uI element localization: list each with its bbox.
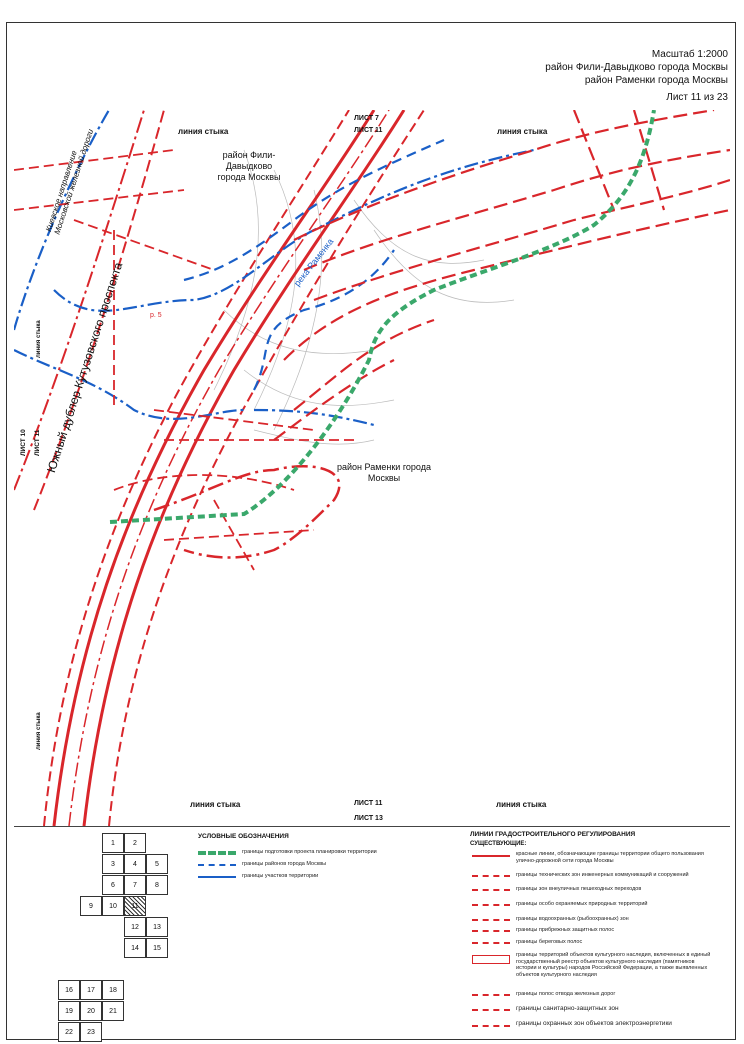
legend-item: границы охранных зон объектов электроэнергетики	[516, 1020, 672, 1027]
map-area	[14, 110, 730, 826]
legend-item: границы прибрежных защитных полос	[516, 927, 615, 933]
district-fili-label: район Фили-Давыдково города Москвы	[217, 150, 281, 182]
sheet-cell: 5	[146, 854, 168, 874]
district-label-1: район Фили-Давыдково города Москвы	[545, 62, 728, 73]
legend-item: границы технических зон инженерных коммуникаций и сооружений	[516, 872, 689, 878]
sheet-cell-active: 11	[124, 896, 146, 916]
legend-swatch-red	[472, 855, 510, 864]
sheet-cell: 13	[146, 917, 168, 937]
sheet-number: Лист 11 из 23	[666, 92, 728, 103]
sheet-cell: 10	[102, 896, 124, 916]
legend-swatch-blue-solid	[198, 876, 236, 885]
sheet-cell: 6	[102, 875, 124, 895]
district-label-2: район Раменки города Москвы	[584, 75, 728, 86]
sheet-cell: 4	[124, 854, 146, 874]
legend-swatch-red-dashed	[472, 1025, 510, 1034]
legend-swatch-red-dashed	[472, 919, 510, 928]
legend-item: красные линии, обозначающие границы территории общего пользования улично-дорожной сети города Москвы	[516, 851, 704, 864]
legend-item: границы особо охраняемых природных территорий	[516, 901, 648, 907]
sheet-11-label: ЛИСТ 11	[354, 800, 383, 807]
join-line-label: линия стыка	[190, 800, 241, 809]
sheet-cell: 22	[58, 1022, 80, 1042]
sheet-cell: 14	[124, 938, 146, 958]
sheet-cell: 23	[80, 1022, 102, 1042]
sheet-11-label: ЛИСТ 11	[34, 429, 41, 456]
river-label: река Раменка	[292, 236, 336, 289]
sheet-cell: 8	[146, 875, 168, 895]
sheet-cell: 18	[102, 980, 124, 1000]
scale-label: Масштаб 1:2000	[651, 49, 728, 60]
sheet-cell: 19	[58, 1001, 80, 1021]
legend-item: границы участков территории	[242, 873, 319, 879]
legend-item: границы водоохранных (рыбоохранных) зон	[516, 916, 629, 922]
sheet-cell: 21	[102, 1001, 124, 1021]
join-line-label: линия стыка	[178, 127, 229, 136]
legend-item: границы районов города Москвы	[242, 861, 327, 867]
legend-swatch-red-dashed	[472, 1009, 510, 1018]
sheet-cell: 2	[124, 833, 146, 853]
planning-boundary	[110, 110, 654, 522]
join-line-label: линия стыка	[497, 127, 548, 136]
sheet-cell: 3	[102, 854, 124, 874]
legend-item: границы подготовки проекта планировки территории	[242, 849, 377, 855]
legend-panel	[14, 826, 730, 1039]
legend-swatch-red-dashed	[472, 889, 510, 898]
sheet-cell: 7	[124, 875, 146, 895]
sheet-cell: 20	[80, 1001, 102, 1021]
r5-label: р. 5	[150, 312, 162, 319]
sheet-13-label: ЛИСТ 13	[354, 815, 383, 822]
topo-contours	[214, 150, 514, 444]
railway-label: Киевское направление Московской железной дороги	[44, 127, 96, 236]
sheet-cell: 9	[80, 896, 102, 916]
legend-swatch-green	[198, 851, 236, 862]
sheet-cell: 16	[58, 980, 80, 1000]
legend-swatch-blue	[198, 864, 236, 873]
legend-swatch-red-box	[472, 955, 510, 964]
kutuzov-label: Южный дублер Кутузовского проспекта	[44, 260, 126, 475]
district-ramenki-label: район Раменки города Москвы	[336, 462, 431, 483]
legend-swatch-red-dashed	[472, 942, 510, 951]
sheet-10-label: ЛИСТ 10	[20, 429, 27, 456]
legend-swatch-red-dashed	[472, 875, 510, 884]
sheet-7-label: ЛИСТ 7	[354, 115, 379, 122]
legend-item: границы зон внеуличных пешеходных переходов	[516, 886, 642, 892]
legend-item: границы береговых полос	[516, 939, 583, 945]
sheet-11-label: ЛИСТ 11	[354, 127, 383, 134]
legend-existing: СУЩЕСТВУЮЩИЕ:	[470, 841, 527, 847]
sheet-cell: 12	[124, 917, 146, 937]
join-line-label: линия стыка	[36, 712, 42, 750]
title-block	[545, 48, 728, 87]
legend-swatch-red-dashed	[472, 930, 510, 939]
legend-swatch-red-dashed	[472, 904, 510, 913]
sheet-cell: 15	[146, 938, 168, 958]
legend-item: границы санитарно-защитных зон	[516, 1005, 619, 1012]
legend-title: УСЛОВНЫЕ ОБОЗНАЧЕНИЯ	[198, 833, 289, 840]
legend-item: границы полос отвода железных дорог	[516, 991, 616, 997]
legend-swatch-red-dashed	[472, 994, 510, 1003]
join-line-label: линия стыка	[496, 800, 547, 809]
sheet-cell: 1	[102, 833, 124, 853]
legend-item: границы территорий объектов культурного наследия, включенных в единый государственный реестр объектов культурного наследия (памятников истории и культуры) народов Российской Федерации, а также выявленных объектов культурного наследия	[516, 952, 711, 978]
legend-title-right: ЛИНИИ ГРАДОСТРОИТЕЛЬНОГО РЕГУЛИРОВАНИЯ	[470, 831, 636, 838]
sheet-cell: 17	[80, 980, 102, 1000]
join-line-label: линия стыка	[36, 320, 42, 358]
